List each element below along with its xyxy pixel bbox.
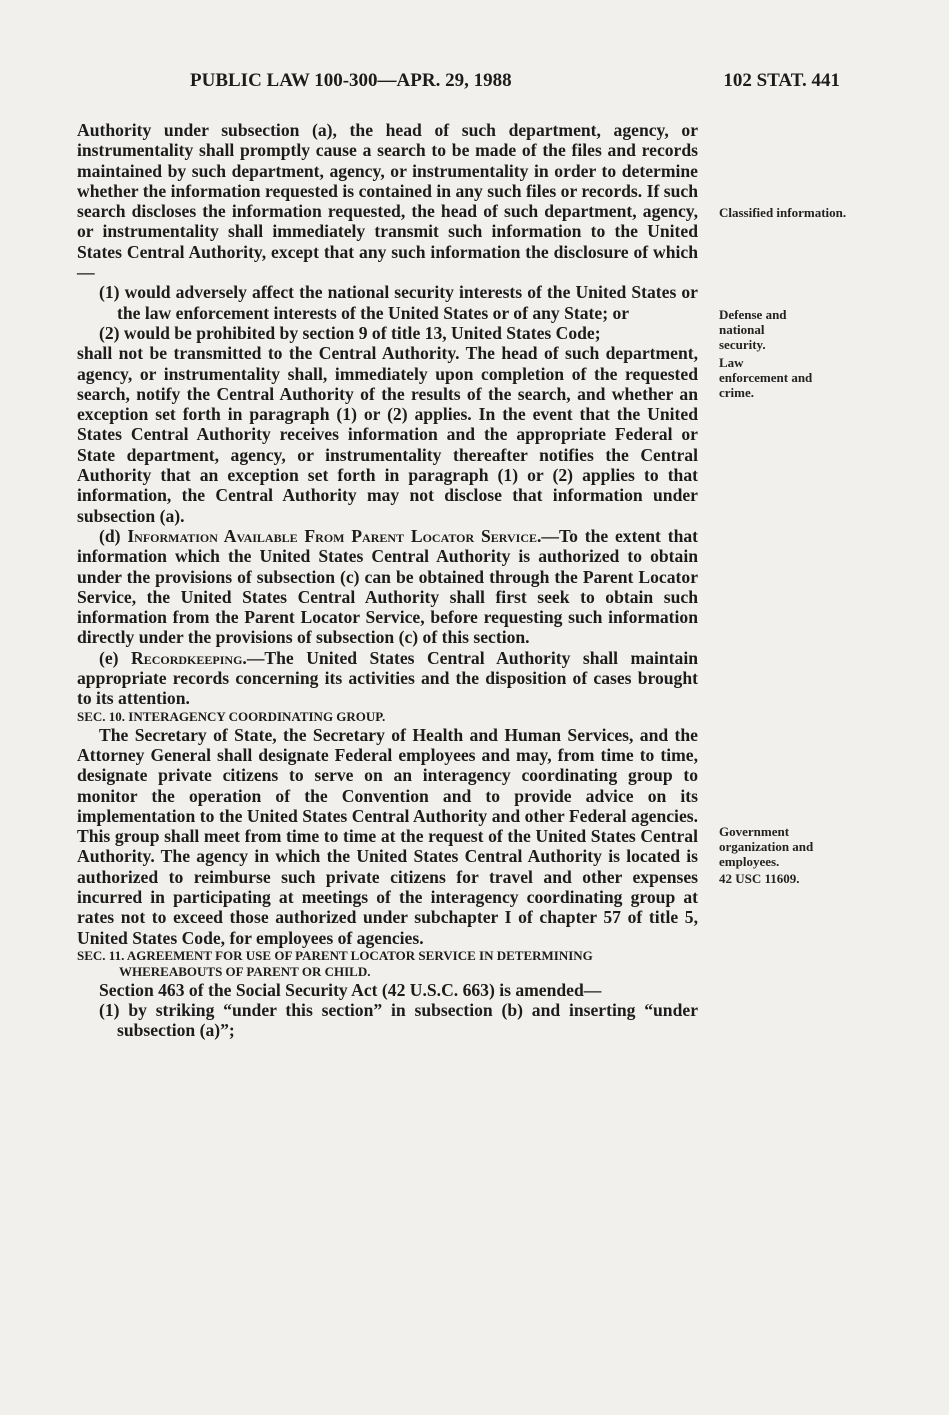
margin-note-usc: 42 USC 11609.	[719, 871, 800, 886]
paragraph-continuation: Authority under subsection (a), the head of such department, agency, or instrumentality shall promptly cause a search to be made of the files and records maintained by such department, agency, or instrumentality in order to determine whether the information requested is contained in any such files or records. If such search discloses the information requested, the head of such department, agency, or instrumentality shall immediately transmit such information to the United States Central Authority, except that any such information the disclosure of which—	[77, 120, 698, 283]
list-item-1: (1) would adversely affect the national security interests of the United States or the law enforcement interests of the United States or of any State; or	[99, 282, 698, 323]
subsection-d-heading: Information Available From Parent Locator Service.	[127, 525, 542, 546]
subsection-e-label: (e)	[99, 647, 132, 668]
subsection-d	[77, 526, 698, 648]
margin-note-government: Government organization and employees.	[719, 824, 814, 869]
subsection-e	[77, 648, 698, 709]
subsection-e-text: —The United States Central Authority shall maintain appropriate records concerning its activities and the disposition of cases brought to its attention.	[77, 647, 698, 709]
header-stat-page: 102 STAT. 441	[723, 70, 840, 91]
document-body	[77, 120, 698, 1041]
paragraph-exception: shall not be transmitted to the Central Authority. The head of such department, agency, or instrumentality shall, immediately upon completion of the requested search, notify the Central Authority of the results of the search, and whether an exception set forth in paragraph (1) or (2) applies. In the event that the United States Central Authority receives information and the appropriate Federal or State department, agency, or instrumentality thereafter notifies the Central Authority that an exception set forth in paragraph (1) or (2) applies to that information, the Central Authority may not disclose that information under subsection (a).	[77, 343, 698, 526]
subsection-d-text: —To the extent that information which the United States Central Authority is authorized to obtain under the provisions of subsection (c) can be obtained through the Parent Locator Service, the United States Central Authority shall first seek to obtain such information from the Parent Locator Service, before requesting such information directly under the provisions of subsection (c) of this section.	[77, 525, 699, 648]
section-11-text: Section 463 of the Social Security Act (42 U.S.C. 663) is amended—	[99, 979, 602, 1000]
margin-note-law: Law enforcement and crime.	[719, 355, 813, 400]
header-law-citation: PUBLIC LAW 100-300—APR. 29, 1988	[190, 70, 512, 91]
margin-note-defense: Defense and national security.	[719, 307, 787, 352]
list-item-2: (2) would be prohibited by section 9 of title 13, United States Code;	[99, 322, 601, 343]
subsection-d-label: (d)	[99, 525, 128, 546]
section-10-heading: SEC. 10. INTERAGENCY COORDINATING GROUP.	[77, 708, 386, 724]
section-11-item-1: (1) by striking “under this section” in subsection (b) and inserting “under subsection (a)”;	[99, 1000, 698, 1041]
section-11-heading: SEC. 11. AGREEMENT FOR USE OF PARENT LOCATOR SERVICE IN DETERMINING WHEREABOUTS OF PARENT OR CHILD.	[77, 947, 593, 979]
subsection-e-heading: Recordkeeping.	[131, 647, 247, 668]
margin-note-classified: Classified information.	[719, 205, 847, 220]
section-10-text: The Secretary of State, the Secretary of Health and Human Services, and the Attorney General shall designate Federal employees and may, from time to time, designate private citizens to serve on an interagency coordinating group to monitor the operation of the Convention and to provide advice on its implementation to the United States Central Authority and other Federal agencies. This group shall meet from time to time at the request of the United States Central Authority. The agency in which the United States Central Authority is located is authorized to reimburse such private citizens for travel and other expenses incurred in participating at meetings of the interagency coordinating group at rates not to exceed those authorized under subchapter I of chapter 57 of title 5, United States Code, for employees of agencies.	[77, 724, 698, 948]
